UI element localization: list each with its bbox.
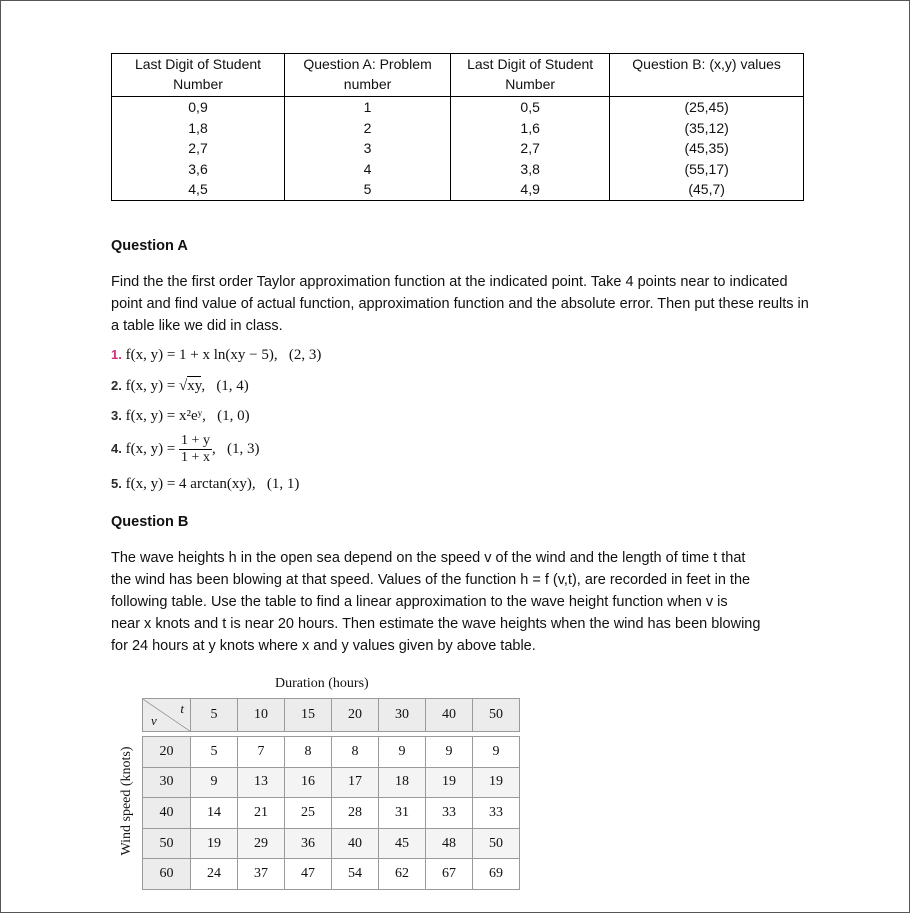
header-last-digit-a: Last Digit of Student Number xyxy=(112,54,285,97)
table-row xyxy=(143,737,520,768)
problem-4 xyxy=(111,433,259,466)
table-cell: 37 xyxy=(238,859,285,890)
problem-number: 1. xyxy=(111,347,122,362)
table-cell: 16 xyxy=(285,767,332,798)
question-a-heading: Question A xyxy=(111,238,188,254)
corner-v-label: v xyxy=(151,713,157,728)
header-xy-values: Question B: (x,y) values xyxy=(610,54,804,97)
table-cell: 8 xyxy=(332,737,379,768)
table-cell: 50 xyxy=(473,828,520,859)
speed-header: 60 xyxy=(143,859,191,890)
wave-height-table xyxy=(142,698,520,890)
assignment-table xyxy=(111,53,804,201)
table-cell: 25 xyxy=(285,798,332,829)
list-item: 4,9 xyxy=(520,181,540,198)
list-item: 0,9 xyxy=(188,99,208,115)
table-cell: 29 xyxy=(238,828,285,859)
list-item: 2,7 xyxy=(188,140,208,157)
radicand: xy xyxy=(187,378,202,394)
problem-2 xyxy=(111,378,249,395)
table-cell: 54 xyxy=(332,859,379,890)
table-cell: 40 xyxy=(332,828,379,859)
header-problem-number: Question A: Problem number xyxy=(285,54,451,97)
problem-expression: f(x, y) = 4 arctan(xy), xyxy=(125,476,256,492)
digits-b-cell xyxy=(451,97,610,201)
fraction-numerator: 1 + y xyxy=(181,433,210,448)
list-item: 5 xyxy=(363,181,372,198)
header-last-digit-b: Last Digit of Student Number xyxy=(451,54,610,97)
speed-header: 30 xyxy=(143,767,191,798)
table-row xyxy=(143,767,520,798)
problems-cell xyxy=(285,97,451,201)
problem-5 xyxy=(111,476,299,493)
table-cell: 9 xyxy=(191,767,238,798)
text-line: following table. Use the table to find a linear approximation to the wave height function when v is xyxy=(111,594,728,610)
problem-point: (1, 3) xyxy=(226,440,260,457)
text-line: near x knots and t is near 20 hours. Then estimate the wave heights when the wind has been blowing xyxy=(111,616,761,632)
table-cell: 7 xyxy=(238,737,285,768)
table-cell: 36 xyxy=(285,828,332,859)
problem-expression: f(x, y) = √ xyxy=(125,378,188,394)
table-cell: 45 xyxy=(379,828,426,859)
duration-header: 40 xyxy=(426,699,473,732)
problem-expression: f(x, y) = xyxy=(125,440,176,457)
list-item: 3,6 xyxy=(188,160,208,177)
table-cell: 13 xyxy=(238,767,285,798)
list-item: (45,35) xyxy=(684,140,729,157)
table-cell: 9 xyxy=(379,737,426,768)
list-item: 2 xyxy=(363,119,372,136)
duration-axis-label: Duration (hours) xyxy=(275,676,369,691)
table-row xyxy=(143,828,520,859)
list-item: 2,7 xyxy=(520,140,540,157)
problem-point: (1, 4) xyxy=(216,378,249,394)
question-a-instructions: Find the the first order Taylor approximation function at the indicated point. Take 4 points near to indicated point and find value of actual function, approximation function and the absolute error. Then put these reults in a table like we did in class. xyxy=(111,274,809,334)
list-item: (25,45) xyxy=(684,99,729,115)
duration-header: 50 xyxy=(473,699,520,732)
question-b-text xyxy=(111,547,811,657)
table-cell: 19 xyxy=(426,767,473,798)
list-item: 1,8 xyxy=(188,119,208,136)
table-cell: 8 xyxy=(285,737,332,768)
table-row xyxy=(143,798,520,829)
wind-speed-axis-label: Wind speed (knots) xyxy=(119,746,134,856)
problem-expression: f(x, y) = 1 + x ln(xy − 5), xyxy=(125,347,278,363)
table-cell: 31 xyxy=(379,798,426,829)
speed-header: 40 xyxy=(143,798,191,829)
expression-comma: , xyxy=(211,440,216,457)
list-item: 3,8 xyxy=(520,160,540,177)
problem-3 xyxy=(111,408,250,425)
duration-header: 20 xyxy=(332,699,379,732)
table-cell: 24 xyxy=(191,859,238,890)
list-item: 1,6 xyxy=(520,119,540,136)
duration-header: 30 xyxy=(379,699,426,732)
duration-header: 5 xyxy=(191,699,238,732)
duration-header: 15 xyxy=(285,699,332,732)
problem-number: 3. xyxy=(111,408,122,423)
problem-point: (2, 3) xyxy=(288,347,322,363)
problem-point: (1, 1) xyxy=(266,476,300,492)
speed-header: 20 xyxy=(143,737,191,768)
list-item: 1 xyxy=(363,99,372,115)
table-cell: 14 xyxy=(191,798,238,829)
table-cell: 47 xyxy=(285,859,332,890)
table-cell: 9 xyxy=(473,737,520,768)
table-cell: 5 xyxy=(191,737,238,768)
duration-header: 10 xyxy=(238,699,285,732)
table-cell: 33 xyxy=(426,798,473,829)
table-cell: 69 xyxy=(473,859,520,890)
problem-1 xyxy=(111,347,321,364)
problem-number: 4. xyxy=(111,440,122,456)
list-item: 4,5 xyxy=(188,181,208,198)
problem-number: 2. xyxy=(111,378,122,393)
table-cell: 28 xyxy=(332,798,379,829)
fraction-denominator: 1 + x xyxy=(181,450,210,465)
text-line: The wave heights h in the open sea depend on the speed v of the wind and the length of time t that xyxy=(111,550,746,566)
table-corner xyxy=(143,699,191,732)
table-cell: 33 xyxy=(473,798,520,829)
table-cell: 62 xyxy=(379,859,426,890)
speed-header: 50 xyxy=(143,828,191,859)
list-item: (35,12) xyxy=(684,119,729,136)
list-item: 4 xyxy=(363,160,372,177)
table-row xyxy=(143,859,520,890)
expression-comma: , xyxy=(201,378,206,394)
list-item: (55,17) xyxy=(684,160,729,177)
table-cell: 9 xyxy=(426,737,473,768)
table-cell: 19 xyxy=(473,767,520,798)
table-cell: 48 xyxy=(426,828,473,859)
table-cell: 19 xyxy=(191,828,238,859)
table-cell: 18 xyxy=(379,767,426,798)
table-cell: 21 xyxy=(238,798,285,829)
problem-point: (1, 0) xyxy=(217,408,250,424)
list-item: (45,7) xyxy=(688,181,725,198)
corner-t-label: t xyxy=(180,701,184,716)
xy-values-cell xyxy=(610,97,804,201)
list-item: 3 xyxy=(363,140,372,157)
table-cell: 67 xyxy=(426,859,473,890)
table-cell: 17 xyxy=(332,767,379,798)
question-b-heading: Question B xyxy=(111,514,189,530)
problem-expression: f(x, y) = x²eʸ, xyxy=(125,408,206,424)
list-item: 0,5 xyxy=(520,99,540,115)
problem-number: 5. xyxy=(111,476,122,491)
text-line: the wind has been blowing at that speed. Values of the function h = f (v,t), are recorded in feet in the xyxy=(111,572,751,588)
fraction xyxy=(179,433,212,466)
digits-a-cell xyxy=(112,97,285,201)
text-line: for 24 hours at y knots where x and y values given by above table. xyxy=(111,638,536,654)
